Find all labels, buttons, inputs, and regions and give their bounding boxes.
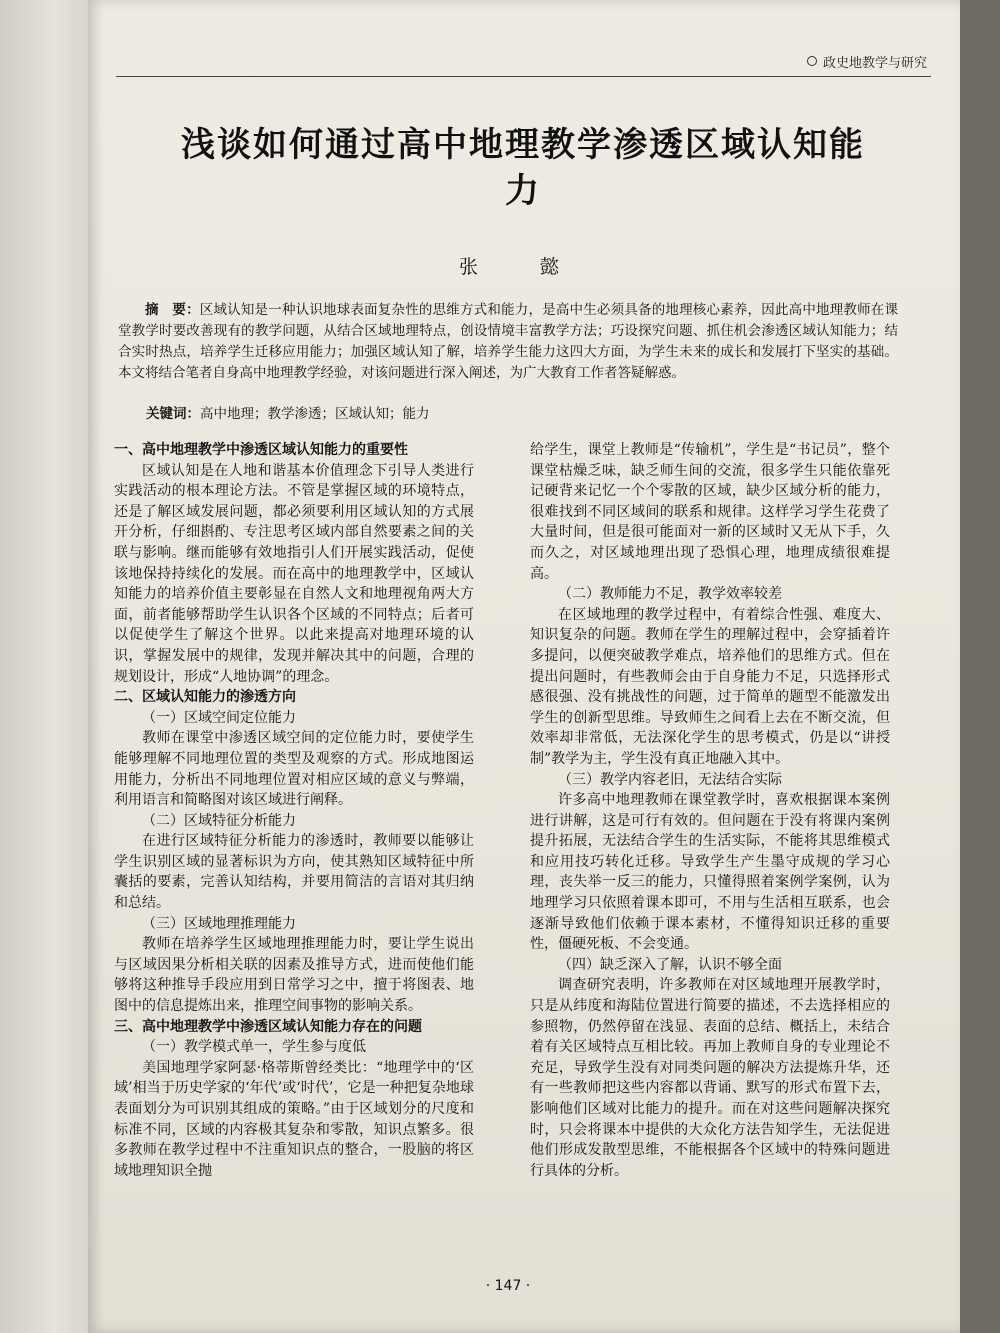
- article-title: [118, 122, 928, 214]
- article-author: 张 懿: [458, 256, 588, 278]
- keywords-label: 关键词：: [146, 406, 200, 422]
- background-surface: [958, 0, 1000, 1333]
- section-heading: 三、高中地理教学中渗透区域认知能力存在的问题: [114, 1018, 422, 1035]
- left-column: [114, 440, 474, 1181]
- right-column: [530, 440, 890, 1181]
- facing-page-edge: [0, 0, 90, 1333]
- body-paragraph: 教师在培养学生区域地理推理能力时，要让学生说出与区域因果分析相关联的因素及推导方式，进而使他们能够将这种推导手段应用到日常学习之中，擅于将图表、地图中的信息提炼出来，推理空间事物的影响关系。: [114, 936, 474, 1015]
- abstract-text: 区域认知是一种认识地球表面复杂性的思维方式和能力，是高中生必须具备的地理核心素养，因此高中地理教师在课堂教学时要改善现有的教学问题，从结合区域地理特点，创设情境丰富教学方法；巧设探究问题、抓住机会渗透区域认知能力；结合实时热点，培养学生迁移应用能力；加强区域认知了解，培养学生能力这四大方面，为学生未来的成长和发展打下坚实的基础。本文将结合笔者自身高中地理教学经验，对该问题进行深入阐述，为广大教育工作者答疑解惑。: [118, 302, 899, 381]
- running-header: [116, 50, 931, 77]
- body-paragraph: 在进行区域特征分析能力的渗透时，教师要以能够让学生识别区域的显著标识为方向，使其熟知区域特征中所囊括的要素，完善认知结构，并要用简洁的言语对其归纳和总结。: [114, 833, 474, 912]
- body-paragraph: 许多高中地理教师在课堂教学时，喜欢根据课本案例进行讲解，这是可行有效的。但问题在于没有将课内案例提升拓展，无法结合学生的生活实际，不能将其思维模式和应用技巧转化迁移。导致学生产生墨守成规的学习心理，丧失举一反三的能力，只懂得照着案例学案例，认为地理学习只依照着课本即可，不用与生活相互联系，也会逐渐导致他们依赖于课本素材，不懂得知识迁移的重要性，僵硬死板、不会变通。: [530, 792, 890, 953]
- body-paragraph: 教师在课堂中渗透区域空间的定位能力时，要使学生能够理解不同地理位置的类型及观察的方式。形成地图运用能力，分析出不同地理位置对相应区域的意义与弊端，利用语言和简略图对该区域进行阐释。: [114, 730, 474, 809]
- abstract-label: 摘 要：: [145, 302, 200, 318]
- subsection-heading: （三）教学内容老旧，无法结合实际: [558, 771, 782, 788]
- article-title-text: 浅谈如何通过高中地理教学渗透区域认知能力: [181, 125, 865, 211]
- body-paragraph: 调查研究表明，许多教师在对区域地理开展教学时，只是从纬度和海陆位置进行简要的描述，不去选择相应的参照物，仍然停留在浅显、表面的总结、概括上，未结合着有关区域特点互相比较。再加上教师自身的专业理论不充足，导致学生没有对同类问题的解决方法提炼升华，还有一些教师把这些内容都以背诵、默写的形式布置下去，影响他们区域对比能力的提升。而在对这些问题解决探究时，只会将课本中提供的大众化方法告知学生，无法促进他们形成发散型思维，不能根据各个区域中的特殊问题进行具体的分析。: [530, 977, 890, 1179]
- body-paragraph: 区域认知是在人地和谐基本价值理念下引导人类进行实践活动的根本理论方法。不管是掌握区域的环境特点，还是了解区域发展问题，都必须要利用区域认知的方式展开分析，仔细斟酌、专注思考区域内部自然要素之间的关联与影响。继而能够有效地指引人们开展实践活动，促使该地保持持续化的发展。而在高中的地理教学中，区域认知能力的培养价值主要彰显在自然人文和地理视角两大方面，前者能够帮助学生认识各个区域的不同特点；后者可以促使学生了解这个世界。以此来提高对地理环境的认识，掌握发展中的规律，发现并解决其中的问题，合理的规划设计，形成“人地协调”的理念。: [114, 462, 474, 685]
- subsection-heading: （一）教学模式单一，学生参与度低: [142, 1039, 366, 1056]
- subsection-heading: （一）区域空间定位能力: [142, 709, 296, 726]
- subsection-heading: （二）区域特征分析能力: [142, 812, 296, 829]
- section-name: 政史地教学与研究: [822, 56, 927, 71]
- body-paragraph: 美国地理学家阿瑟·格蒂斯曾经类比：“地理学中的‘区域’相当于历史学家的‘年代’或‘时代’，它是一种把复杂地球表面划分为可识别其组成的策略。”由于区域划分的尺度和标准不同，区域的内容极其复杂和零散，知识点繁多。很多教师在教学过程中不注重知识点的整合，一股脑的将区域地理知识全抛: [114, 1059, 474, 1179]
- subsection-heading: （二）教师能力不足，教学效率较差: [558, 586, 782, 603]
- circle-icon: [807, 56, 817, 66]
- keywords: [146, 404, 906, 424]
- keywords-text: 高中地理；教学渗透；区域认知；能力: [200, 406, 430, 422]
- section-heading: 一、高中地理教学中渗透区域认知能力的重要性: [114, 442, 408, 458]
- body-paragraph: 在区域地理的教学过程中，有着综合性强、难度大、知识复杂的问题。教师在学生的理解过程中，会穿插着许多提问，以便突破教学难点，培养他们的思维方式。但在提出问题时，有些教师会由于自身能力不足，只选择形式感很强、没有挑战性的问题，过于简单的题型不能激发出学生的创新型思维。导致师生之间看上去在不断交流，但效率却非常低，无法深化学生的思考模式，仍是以“讲授制”教学为主，学生没有真正地融入其中。: [530, 606, 890, 767]
- page-number: · 147 ·: [485, 1278, 531, 1294]
- body-paragraph: 给学生，课堂上教师是“传输机”，学生是“书记员”，整个课堂枯燥乏味，缺乏师生间的交流，很多学生只能依靠死记硬背来记忆一个个零散的区域，缺少区域分析的能力，很难找到不同区域间的联系和规律。这样学习学生花费了大量时间，但是很可能面对一新的区域时又无从下手，久而久之，对区域地理出现了恐惧心理，地理成绩很难提高。: [530, 442, 890, 582]
- section-heading: 二、区域认知能力的渗透方向: [114, 689, 296, 706]
- subsection-heading: （四）缺乏深入了解，认识不够全面: [558, 956, 782, 973]
- section-tag: [807, 52, 927, 71]
- subsection-heading: （三）区域地理推理能力: [142, 915, 296, 932]
- abstract: [118, 300, 898, 384]
- journal-page: [88, 0, 960, 1333]
